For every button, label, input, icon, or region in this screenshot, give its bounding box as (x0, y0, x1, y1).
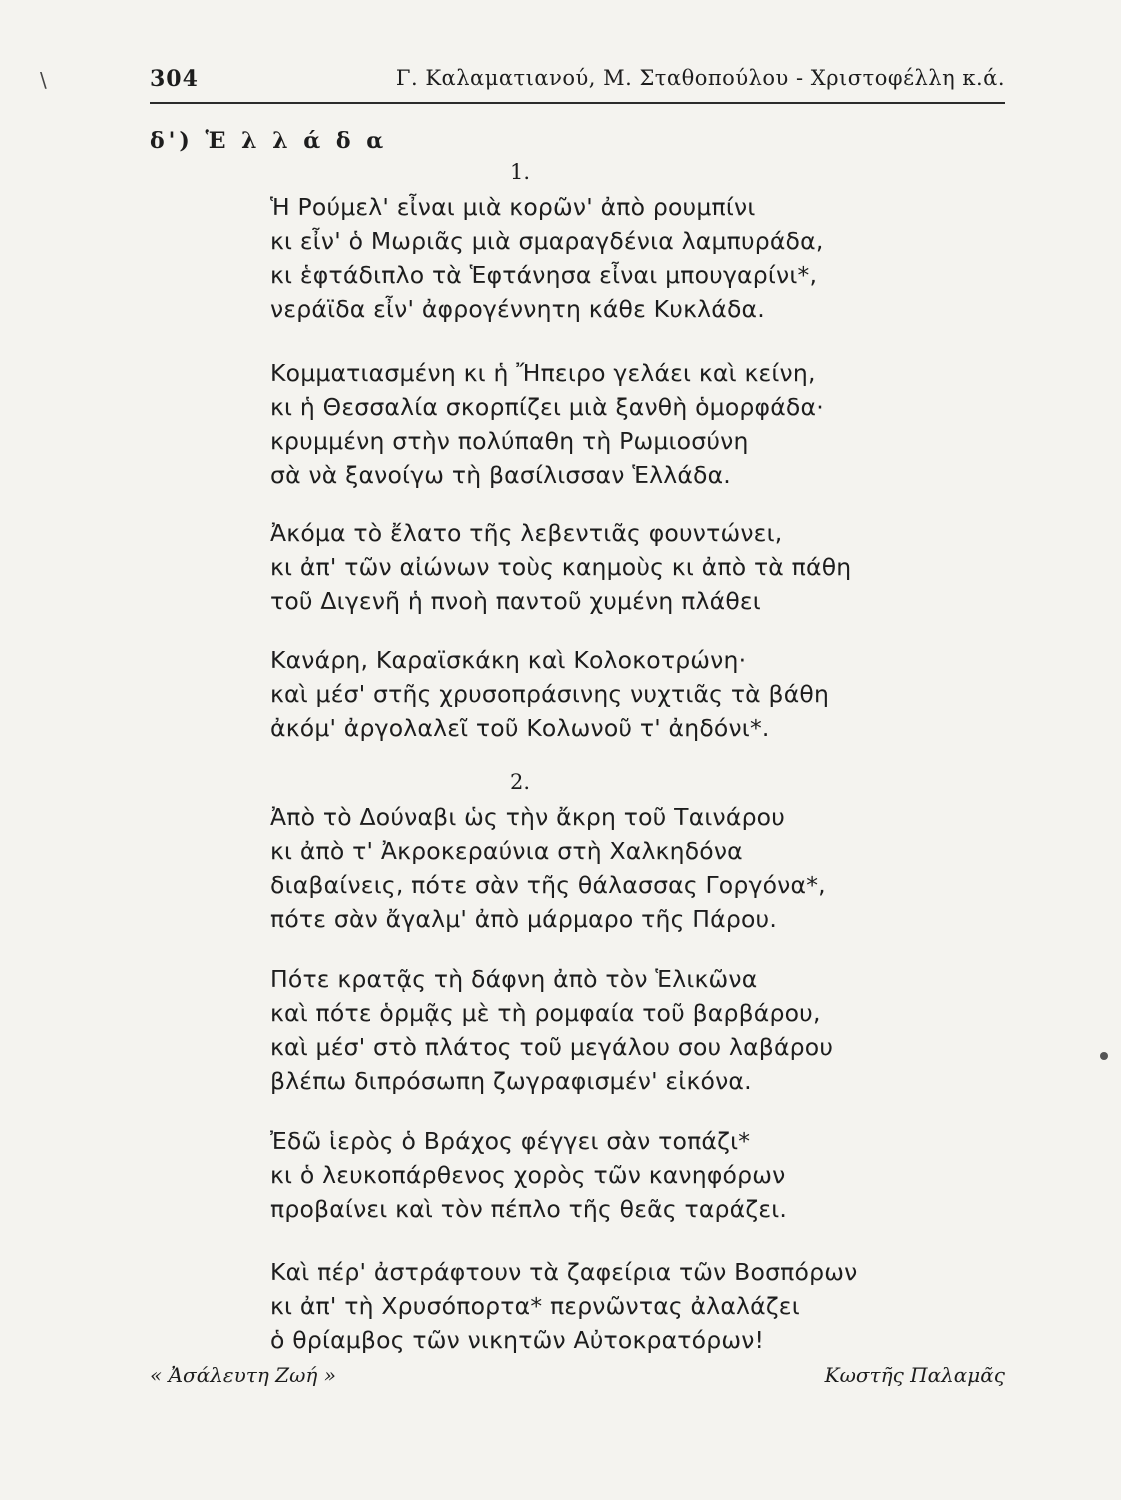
verse-line: κρυμμένη στὴν πολύπαθη τὴ Ρωμιοσύνη (270, 427, 749, 455)
verse-line: διαβαίνεις, πότε σὰν τῆς θάλασσας Γοργόνα*, (270, 871, 826, 899)
verse-line: κι ὁ λευκοπάρθενος χορὸς τῶν κανηφόρων (270, 1161, 786, 1189)
stanza (270, 516, 851, 618)
part-number: 2. (510, 770, 531, 794)
verse-line: Κομματιασμένη κι ἡ Ἤπειρο γελάει καὶ κείνη, (270, 359, 816, 387)
stanza (270, 1124, 787, 1226)
verse-line: Ἡ Ρούμελ' εἶναι μιὰ κορῶν' ἀπὸ ρουμπίνι (270, 193, 756, 221)
verse-line: βλέπω διπρόσωπη ζωγραφισμέν' εἰκόνα. (270, 1067, 752, 1095)
section-title: δ') Ἑ λ λ ά δ α (150, 128, 388, 154)
ink-dot (1100, 1052, 1108, 1060)
stanza (270, 800, 826, 936)
verse-line: καὶ μέσ' στὸ πλάτος τοῦ μεγάλου σου λαβάρου (270, 1033, 834, 1061)
verse-line: κι ἡ Θεσσαλία σκορπίζει μιὰ ξανθὴ ὁμορφάδα· (270, 393, 824, 421)
verse-line: νεράϊδα εἶν' ἀφρογέννητη κάθε Κυκλάδα. (270, 295, 765, 323)
verse-line: ὁ θρίαμβος τῶν νικητῶν Αὐτοκρατόρων! (270, 1326, 765, 1354)
margin-mark: \ (40, 68, 47, 92)
show-through-texture (720, 140, 1120, 1440)
verse-line: πότε σὰν ἄγαλμ' ἀπὸ μάρμαρο τῆς Πάρου. (270, 905, 777, 933)
stanza (270, 643, 829, 745)
stanza (270, 1255, 857, 1357)
verse-line: Ἀπὸ τὸ Δούναβι ὡς τὴν ἄκρη τοῦ Ταινάρου (270, 803, 786, 831)
stanza (270, 190, 823, 326)
verse-line: σὰ νὰ ξανοίγω τὴ βασίλισσαν Ἑλλάδα. (270, 461, 731, 489)
verse-line: Πότε κρατᾷς τὴ δάφνη ἀπὸ τὸν Ἑλικῶνα (270, 965, 758, 993)
verse-line: κι ἑφτάδιπλο τὰ Ἑφτάνησα εἶναι μπουγαρίνι*, (270, 261, 818, 289)
verse-line: κι ἀπ' τὴ Χρυσόπορτα* περνῶντας ἀλαλάζει (270, 1292, 800, 1320)
verse-line: καὶ μέσ' στῆς χρυσοπράσινης νυχτιᾶς τὰ βάθη (270, 680, 830, 708)
verse-line: τοῦ Διγενῆ ἡ πνοὴ παντοῦ χυμένη πλάθει (270, 587, 761, 615)
running-head: Γ. Καλαματιανού, Μ. Σταθοπούλου - Χριστοφέλλη κ.ά. (395, 66, 1005, 90)
verse-line: Κανάρη, Καραϊσκάκη καὶ Κολοκοτρώνη· (270, 646, 747, 674)
verse-line: προβαίνει καὶ τὸν πέπλο τῆς θεᾶς ταράζει. (270, 1195, 788, 1223)
verse-line: κι ἀπὸ τ' Ἀκροκεραύνια στὴ Χαλκηδόνα (270, 837, 743, 865)
part-number: 1. (510, 160, 531, 184)
verse-line: Καὶ πέρ' ἀστράφτουν τὰ ζαφείρια τῶν Βοσπόρων (270, 1258, 858, 1286)
page-number: 304 (150, 66, 199, 92)
page-header (150, 62, 1005, 104)
verse-line: Ἐδῶ ἱερὸς ὁ Βράχος φέγγει σὰν τοπάζι* (270, 1127, 751, 1155)
verse-line: καὶ πότε ὁρμᾷς μὲ τὴ ρομφαία τοῦ βαρβάρου, (270, 999, 821, 1027)
author-attribution: Κωστῆς Παλαμᾶς (824, 1363, 1005, 1387)
verse-line: κι εἶν' ὁ Μωριᾶς μιὰ σμαραγδένια λαμπυράδα, (270, 227, 824, 255)
stanza (270, 962, 833, 1098)
stanza (270, 356, 824, 492)
source-attribution: « Ἀσάλευτη Ζωή » (150, 1363, 336, 1387)
verse-line: ἀκόμ' ἀργολαλεῖ τοῦ Κολωνοῦ τ' ἀηδόνι*. (270, 714, 770, 742)
verse-line: κι ἀπ' τῶν αἰώνων τοὺς καημοὺς κι ἀπὸ τὰ πάθη (270, 553, 852, 581)
verse-line: Ἀκόμα τὸ ἔλατο τῆς λεβεντιᾶς φουντώνει, (270, 519, 783, 547)
